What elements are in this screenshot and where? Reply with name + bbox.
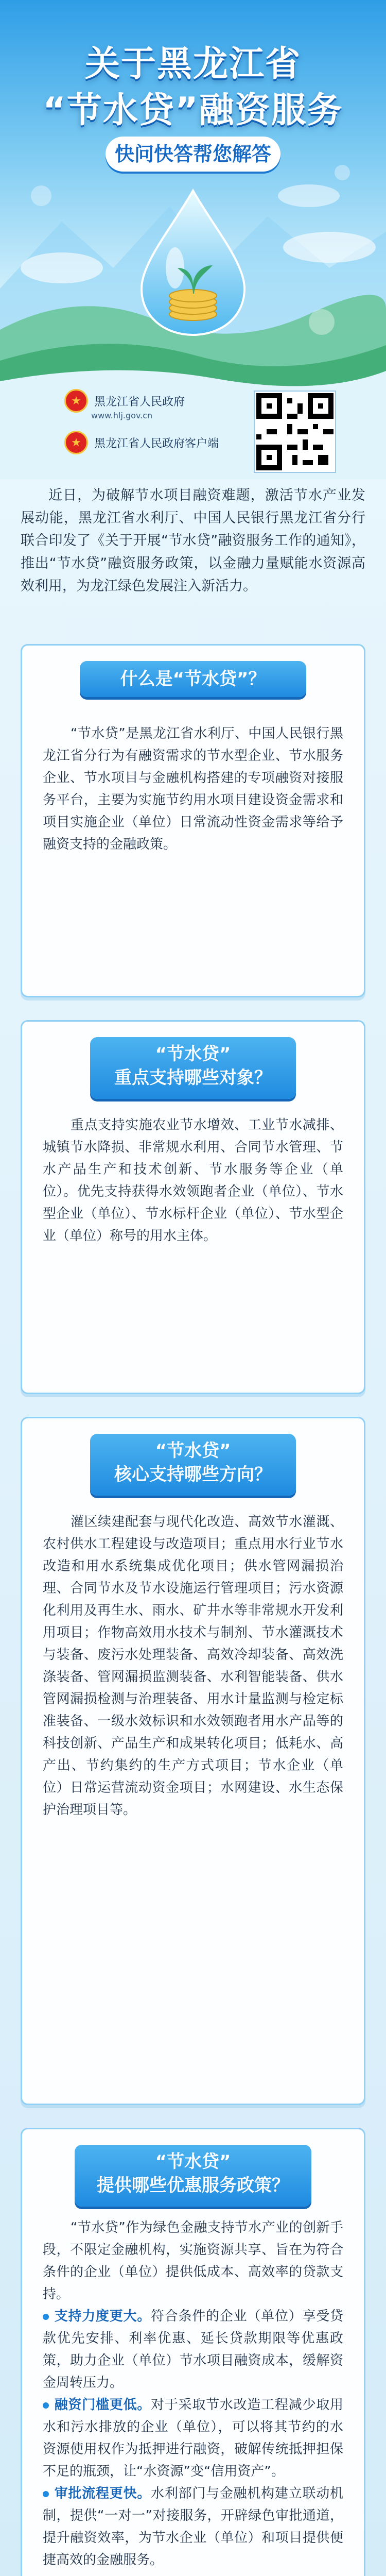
- client-app-name: 黑龙江省人民政府客户端: [94, 437, 219, 450]
- page-title-line2: “节水贷”融资服务: [43, 90, 343, 131]
- section-body: 灌区续建配套与现代化改造、高效节水灌溉、农村供水工程建设与改造项目；重点用水行业节水改造和用水系统集成优化项目；供水管网漏损治理、合同节水及节水设施运行管理项目；污水资源化利用及再生水、雨水、矿井水等非常规水开发利用项目；作物高效用水技术与制剂、节水灌溉技术与装备、废污水处理装备、高效冷却装备、高效洗涤装备、管网漏损监测装备、水利智能装备、供水管网漏损检测与治理装备、用水计量监测与检定标准装备、一级水效标识和水效领跑者用水产品等的科技创新、产品生产和成果转化项目；低耗水、高产出、节约集约的生产方式项目；节水企业（单位）日常运营流动资金项目；水网建设、水生态保护治理项目等。: [43, 1514, 343, 1818]
- page-title-line1: 关于黑龙江省: [84, 44, 301, 84]
- bullet-icon: [43, 2402, 49, 2409]
- section-body: “节水贷”是黑龙江省水利厅、中国人民银行黑龙江省分行为有融资需求的节水型企业、节水服务企业、节水项目与金融机构搭建的专项融资对接服务平台，主要为实施节约用水项目建设资金需求和项目实施企业（单位）日常流动性资金需求等给予融资支持的金融政策。: [43, 726, 343, 852]
- section-lead: “节水贷”作为绿色金融支持节水产业的创新手段，不限定金融机构，实施资源共享、旨在为符合条件的企业（单位）提供低成本、高效率的贷款支持。: [43, 2220, 343, 2302]
- section-card: [21, 2128, 365, 2576]
- policy-item: 融资门槛更低。对于采取节水改造工程减少取用水和污水排放的企业（单位），可以将其节约的水资源使用权作为抵押进行融资，破解传统抵押担保不足的瓶颈，让“水资源”变“信用资产”。: [43, 2397, 343, 2479]
- bullet-icon: [43, 2314, 49, 2320]
- bubble-decoration: [335, 165, 350, 180]
- bullet-icon: [43, 2491, 49, 2497]
- section-card: [21, 644, 365, 997]
- policy-item: 支持力度更大。符合条件的企业（单位）享受贷款优先安排、利率优惠、延长贷款期限等优惠政策，助力企业（单位）节水项目融资成本，缓解资金周转压力。: [43, 2309, 343, 2391]
- publisher-url[interactable]: www.hlj.gov.cn: [91, 411, 153, 420]
- national-emblem-icon: ★: [64, 431, 88, 454]
- bubble-decoration: [31, 185, 51, 206]
- hero-header: [0, 0, 386, 479]
- section-support-targets: [15, 1020, 371, 1391]
- section-heading: “节水贷” 核心支持哪些方向？: [90, 1434, 296, 1496]
- section-card: [21, 1417, 365, 2105]
- section-heading: “节水贷” 提供哪些优惠服务政策？: [75, 2145, 311, 2207]
- section-support-directions: [15, 1417, 371, 2102]
- section-card: [21, 1020, 365, 1394]
- section-preferential-policies: [15, 2128, 371, 2576]
- section-heading: “节水贷” 重点支持哪些对象？: [90, 1037, 296, 1099]
- national-emblem-icon: ★: [64, 389, 88, 413]
- section-body: [43, 2217, 343, 2571]
- section-body: 重点支持实施农业节水增效、工业节水减排、城镇节水降损、非常规水利用、合同节水管理、节水产品生产和技术创新、节水服务等企业（单位）。优先支持获得水效领跑者企业（单位）、节水型企业（单位）、节水标杆企业（单位）、节水型企业（单位）称号的用水主体。: [43, 1117, 343, 1244]
- section-what-is: [15, 644, 371, 994]
- policy-item: 审批流程更快。水利部门与金融机构建立联动机制，提供“一对一”对接服务，开辟绿色审批通道，提升融资效率，为节水企业（单位）和项目提供便捷高效的金融服务。: [43, 2486, 343, 2568]
- bubble-decoration: [309, 309, 335, 335]
- section-heading: 什么是“节水贷”？: [80, 661, 306, 697]
- subtitle-banner: 快问快答帮您解答: [106, 137, 280, 172]
- water-drop-icon: [131, 185, 255, 340]
- qr-code[interactable]: [255, 392, 335, 472]
- intro-paragraph: 近日，为破解节水项目融资难题，激活节水产业发展动能，黑龙江省水利厅、中国人民银行黑龙江省分行联合印发了《关于开展“节水贷”融资服务工作的通知》，推出“节水贷”融资服务政策，以金融力量赋能水资源高效利用，为龙江绿色发展注入新活力。: [21, 487, 365, 594]
- publisher-name: 黑龙江省人民政府: [94, 395, 185, 409]
